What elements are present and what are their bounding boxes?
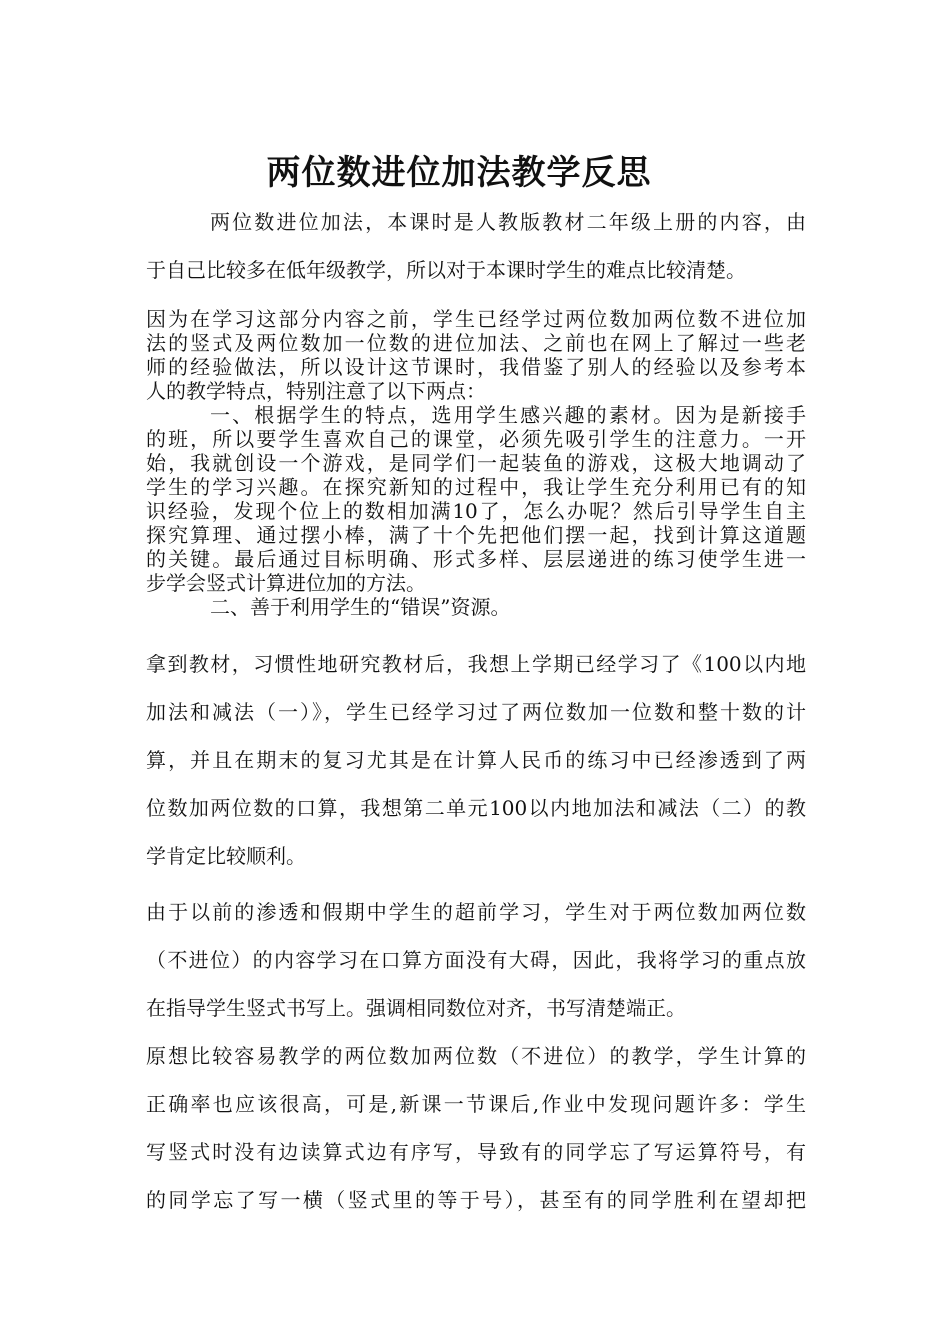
- text-line: 由于以前的渗透和假期中学生的超前学习，学生对于两位数加两位数: [146, 900, 806, 924]
- text-line: 两位数进位加法，本课时是人教版教材二年级上册的内容，由: [210, 210, 806, 234]
- text-line: 步学会竖式计算进位加的方法。: [146, 571, 426, 595]
- text-line: 人的教学特点，特别注意了以下两点：: [146, 379, 486, 403]
- text-line: 师的经验做法，所以设计这节课时，我借鉴了别人的经验以及参考本: [146, 355, 806, 379]
- text-line: 于自己比较多在低年级教学，所以对于本课时学生的难点比较清楚。: [146, 258, 746, 282]
- text-line: 位数加两位数的口算，我想第二单元100以内地加法和减法（二）的教: [146, 796, 806, 820]
- text-line: 的关键。最后通过目标明确、形式多样、层层递进的练习使学生进一: [146, 547, 806, 571]
- text-line: 算，并且在期末的复习尤其是在计算人民币的练习中已经渗透到了两: [146, 748, 806, 772]
- text-line: 写竖式时没有边读算式边有序写，导致有的同学忘了写运算符号，有: [146, 1140, 806, 1164]
- text-line: 的同学忘了写一横（竖式里的等于号），甚至有的同学胜利在望却把: [146, 1188, 806, 1212]
- text-line: 因为在学习这部分内容之前，学生已经学过两位数加两位数不进位加: [146, 307, 806, 331]
- paragraph-design: [146, 307, 806, 619]
- paragraph-textbook: [146, 640, 806, 880]
- paragraph-focus: [146, 888, 806, 1032]
- text-line: 学肯定比较顺利。: [146, 844, 306, 868]
- text-line: 正确率也应该很高，可是,新课一节课后,作业中发现问题许多：学生: [146, 1092, 806, 1116]
- text-line: 学生的学习兴趣。在探究新知的过程中，我让学生充分利用已有的知: [146, 475, 806, 499]
- paragraph-problems: [146, 1032, 806, 1224]
- text-line: （不进位）的内容学习在口算方面没有大碍，因此，我将学习的重点放: [146, 948, 806, 972]
- text-line: 识经验，发现个位上的数相加满10了，怎么办呢？然后引导学生自主: [146, 499, 806, 523]
- text-line: 一、根据学生的特点，选用学生感兴趣的素材。因为是新接手: [210, 403, 806, 427]
- text-line: 在指导学生竖式书写上。强调相同数位对齐，书写清楚端正。: [146, 996, 686, 1020]
- text-line: 原想比较容易教学的两位数加两位数（不进位）的教学，学生计算的: [146, 1044, 806, 1068]
- text-line: 加法和减法（一）》，学生已经学习过了两位数加一位数和整十数的计: [146, 700, 806, 724]
- text-line: 拿到教材，习惯性地研究教材后，我想上学期已经学习了《100以内地: [146, 652, 806, 676]
- text-line: 法的竖式及两位数加一位数的进位加法、之前也在网上了解过一些老: [146, 331, 806, 355]
- paragraph-intro: [146, 198, 806, 294]
- text-line: 二、善于利用学生的“错误”资源。: [210, 595, 511, 619]
- text-line: 始，我就创设一个游戏，是同学们一起装鱼的游戏，这极大地调动了: [146, 451, 806, 475]
- text-line: 的班，所以要学生喜欢自己的课堂，必须先吸引学生的注意力。一开: [146, 427, 806, 451]
- text-line: 探究算理、通过摆小棒，满了十个先把他们摆一起，找到计算这道题: [146, 523, 806, 547]
- document-title: 两位数进位加法教学反思: [266, 152, 652, 193]
